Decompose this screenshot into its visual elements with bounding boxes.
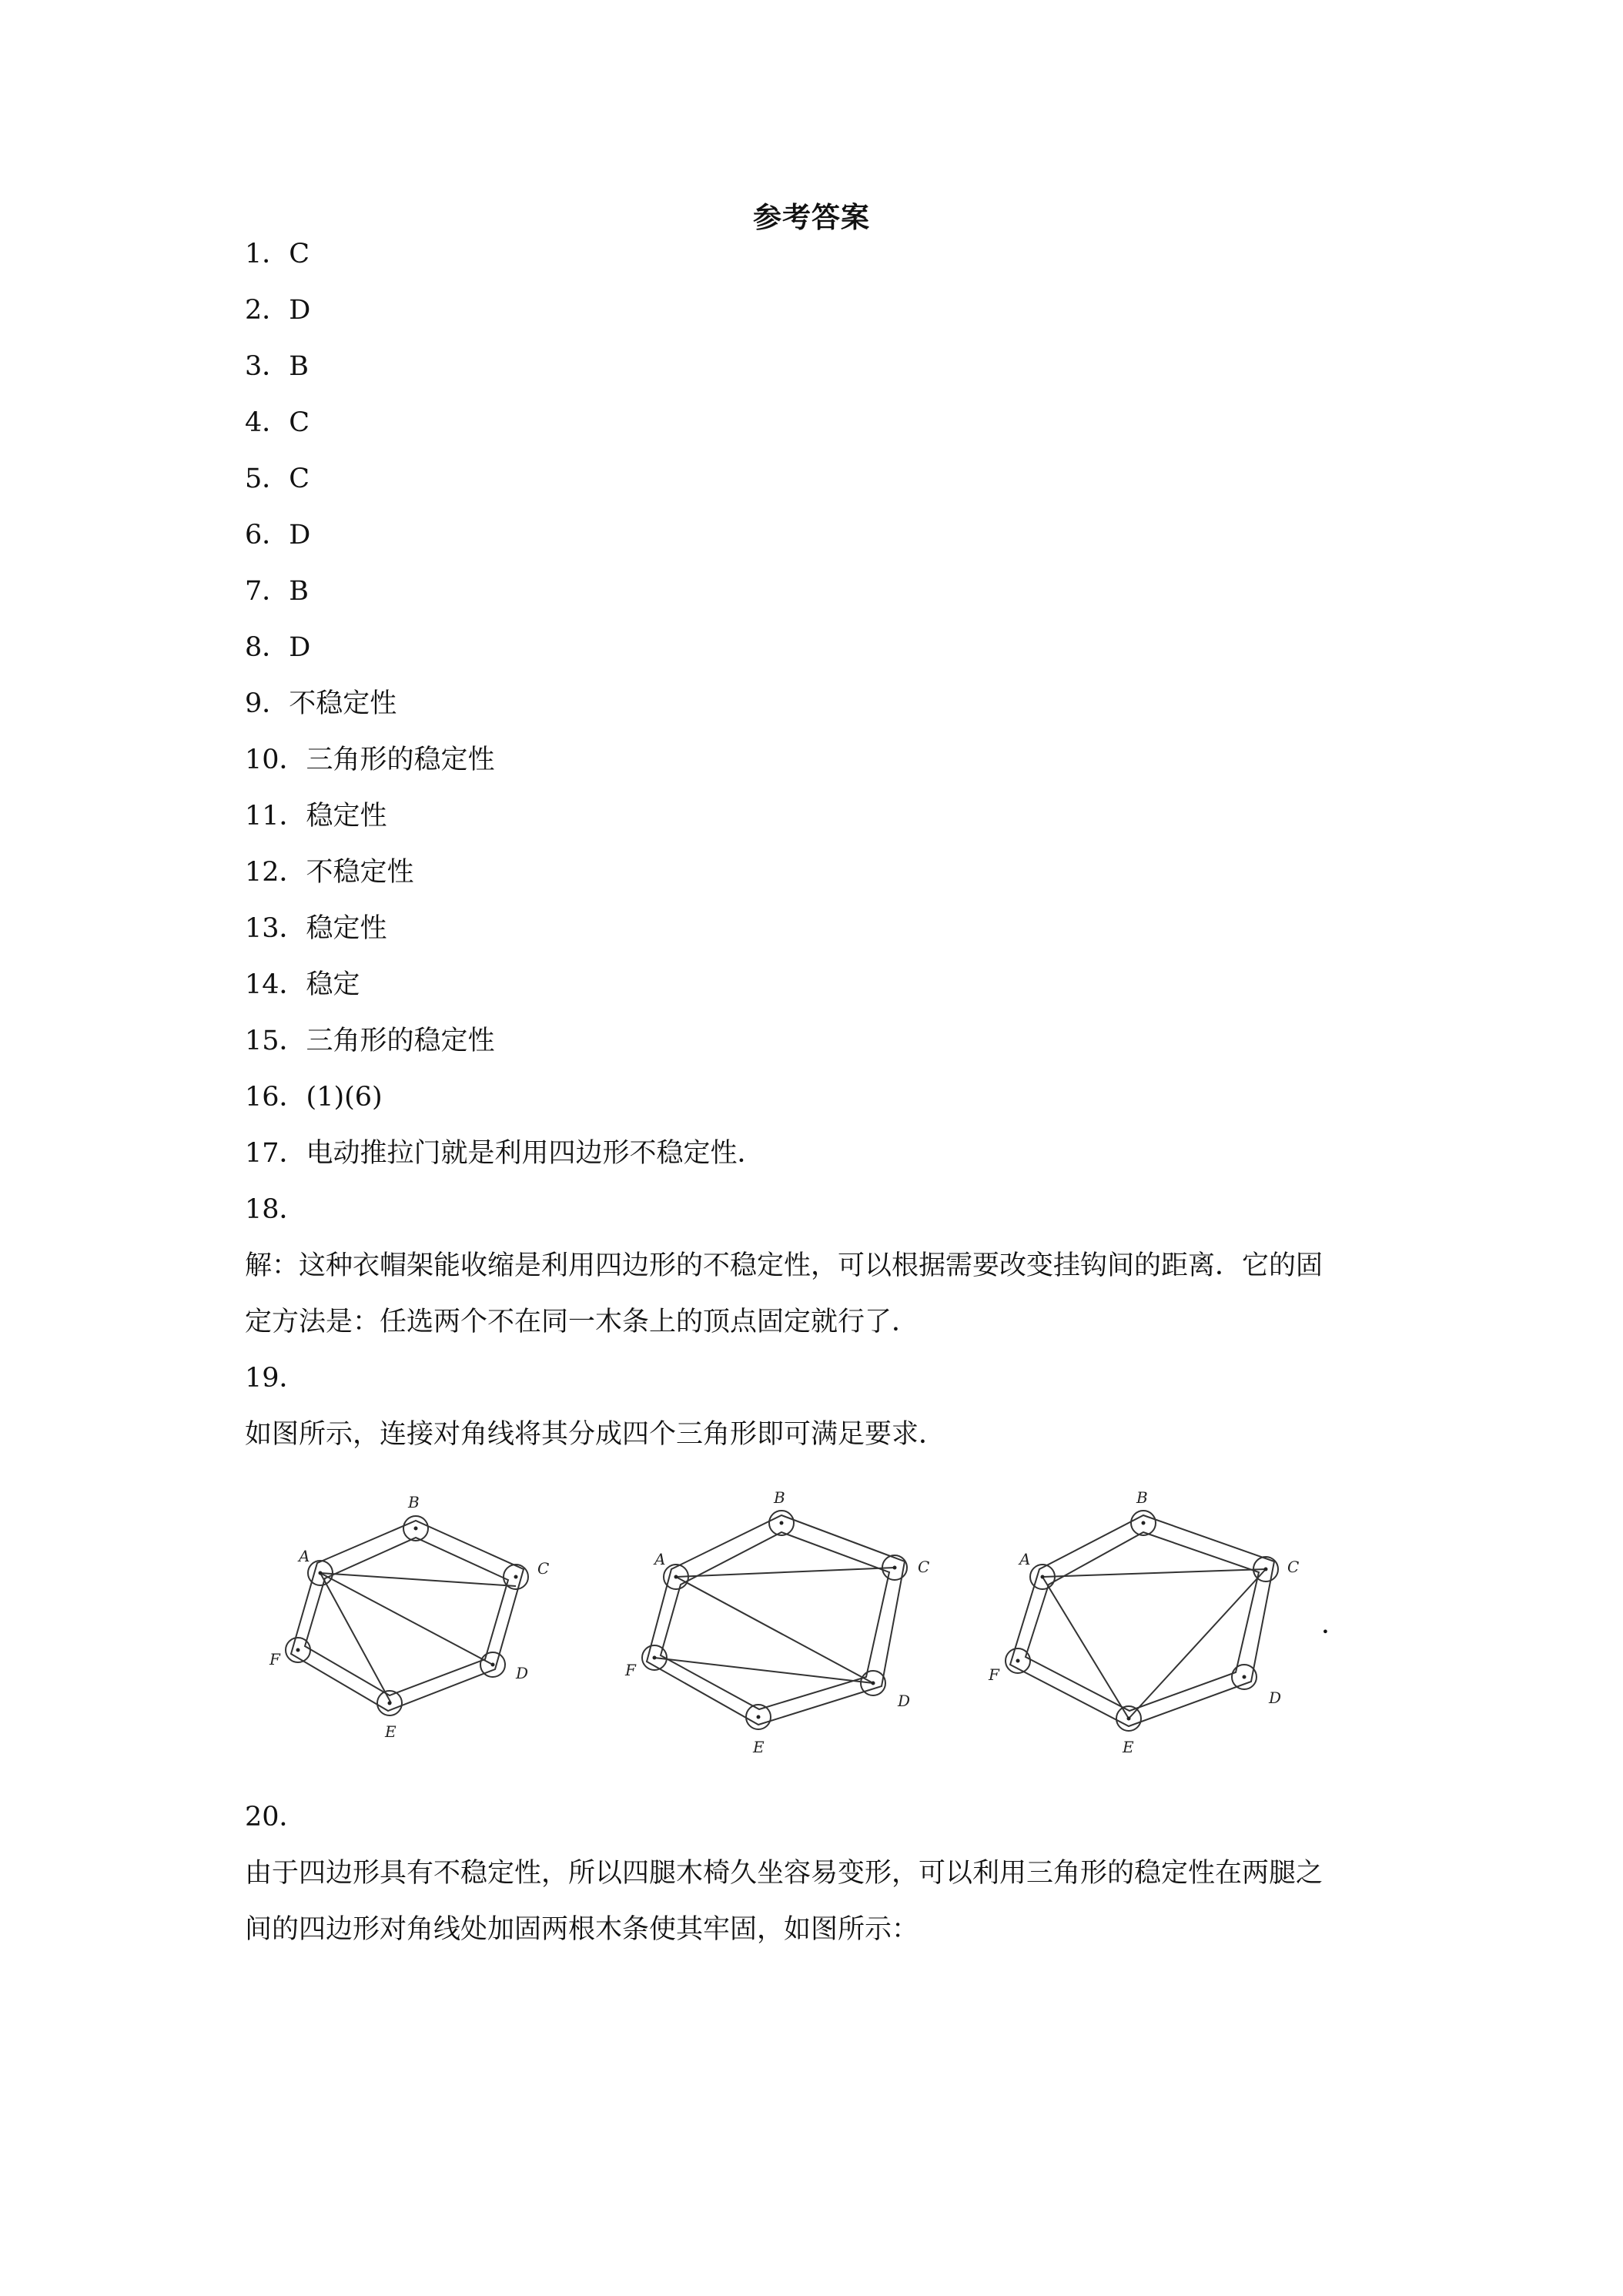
answer-text: D [289,295,311,326]
answer-number: 16． [245,1082,306,1113]
answer-11 [245,798,387,835]
answer-number: 4． [245,407,289,438]
answer-text: B [289,351,310,382]
answer-number: 5． [245,464,289,494]
answer-2 [245,292,310,329]
vertex-label-e: E [1123,1738,1134,1755]
answer-16 [245,1079,383,1116]
answer-8 [245,629,310,666]
answer-4 [245,404,310,441]
vertex-label-d: D [516,1664,529,1682]
page-title: 参考答案 [753,200,870,234]
answer-10 [245,741,495,778]
vertex-label-d: D [898,1692,911,1710]
vertex-label-b: B [774,1488,785,1507]
answer-text: 稳定 [306,969,360,1000]
answer-number: 15． [245,1026,306,1056]
answer-text: 不稳定性 [289,688,397,719]
answer-7 [245,573,309,610]
answer-20-line-1: 由于四边形具有不稳定性，所以四腿木椅久坐容易变形，可以利用三角形的稳定性在两腿之 [245,1858,1323,1889]
answer-1 [245,236,310,273]
vertex-label-f: F [989,1665,999,1684]
answer-19-text: 如图所示，连接对角线将其分成四个三角形即可满足要求． [245,1419,946,1450]
answer-number: 10． [245,745,306,775]
vertex-label-c: C [1287,1558,1300,1576]
answer-text: (1)(6) [306,1082,383,1113]
answer-text: C [289,464,310,494]
answer-number: 13． [245,913,306,944]
answer-text: 电动推拉门就是利用四边形不稳定性． [306,1138,765,1169]
vertex-label-c: C [537,1559,550,1578]
answer-text: 三角形的稳定性 [306,745,495,775]
vertex-label-a: A [1019,1550,1031,1568]
vertex-label-e: E [753,1738,765,1755]
answer-20-line-2: 间的四边形对角线处加固两根木条使其牢固，如图所示： [245,1914,919,1945]
answer-number: 1． [245,239,289,269]
vertex-label-b: B [408,1494,420,1511]
hexagon-figure-1 [254,1494,585,1755]
answer-20-number: 20． [245,1802,306,1832]
vertex-label-f: F [625,1661,636,1679]
vertex-label-c: C [918,1558,930,1576]
answer-text: 不稳定性 [306,857,414,888]
answer-number: 17． [245,1138,306,1169]
answer-text: 稳定性 [306,801,387,832]
answer-17 [245,1135,765,1172]
vertex-label-a: A [299,1547,310,1565]
hexagon-figure-2 [616,1478,947,1755]
answer-18-line-2: 定方法是：任选两个不在同一木条上的顶点固定就行了． [245,1307,919,1337]
answer-number: 6． [245,520,289,551]
vertex-label-d: D [1269,1689,1282,1707]
answer-text: D [289,632,311,663]
vertex-label-a: A [654,1550,666,1568]
answer-18-line-1: 解：这种衣帽架能收缩是利用四边形的不稳定性，可以根据需要改变挂钩间的距离．它的固 [245,1250,1323,1281]
answer-14 [245,966,360,1003]
answer-number: 3． [245,351,289,382]
answer-3 [245,348,309,385]
answer-number: 7． [245,576,289,607]
answer-18 [245,1191,306,1228]
hexagon-figure-3 [986,1478,1317,1755]
answer-9 [245,685,397,722]
answer-number: 9． [245,688,289,719]
answer-text: 稳定性 [306,913,387,944]
answer-15 [245,1022,495,1059]
vertex-label-b: B [1136,1488,1148,1507]
answer-19-number: 19． [245,1363,306,1394]
answer-text: C [289,239,310,269]
answer-5 [245,460,310,497]
answer-number: 8． [245,632,289,663]
answer-text: 三角形的稳定性 [306,1026,495,1056]
answer-13 [245,910,387,947]
vertex-label-f: F [269,1650,280,1668]
answer-12 [245,854,414,891]
answer-number: 18． [245,1194,306,1225]
answer-text: B [289,576,310,607]
answer-number: 12． [245,857,306,888]
answer-number: 2． [245,295,289,326]
answer-number: 11． [245,801,306,832]
answer-text: D [289,520,311,551]
answer-text: C [289,407,310,438]
vertex-label-e: E [385,1722,397,1741]
answer-6 [245,517,310,554]
answer-number: 14． [245,969,306,1000]
figure-end-mark: ． [1321,1609,1349,1640]
